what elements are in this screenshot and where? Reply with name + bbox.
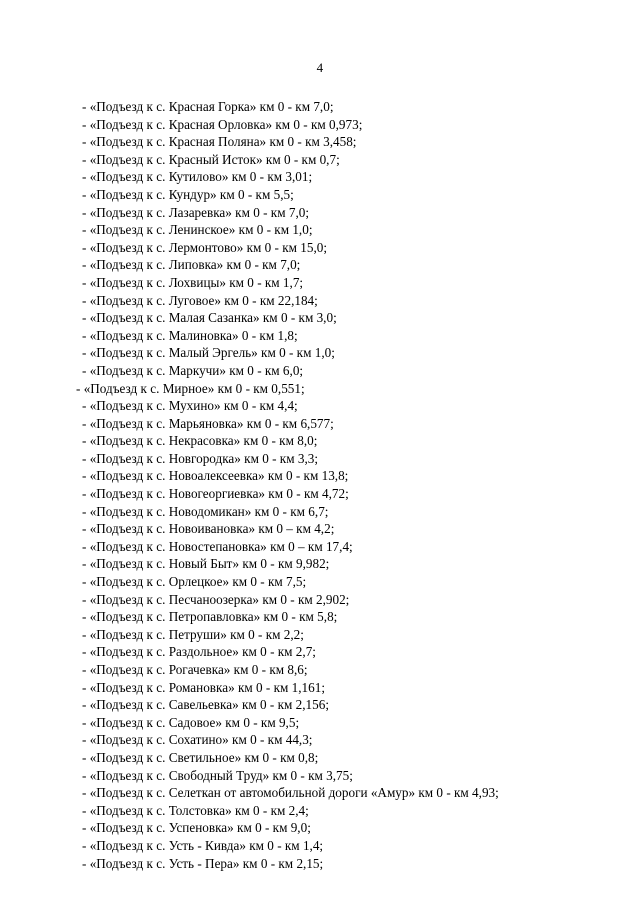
list-item: - «Подъезд к с. Лазаревка» км 0 - км 7,0; xyxy=(82,204,310,220)
list-item: - «Подъезд к с. Маркучи» км 0 - км 6,0; xyxy=(82,362,304,378)
list-item: - «Подъезд к с. Песчаноозерка» км 0 - км 2,902; xyxy=(82,591,350,607)
list-item: - «Подъезд к с. Светильное» км 0 - км 0,8; xyxy=(82,749,319,765)
list-item: - «Подъезд к с. Малая Сазанка» км 0 - км 3,0; xyxy=(82,310,337,326)
list-item: - «Подъезд к с. Савельевка» км 0 - км 2,156; xyxy=(82,697,329,713)
list-item: - «Подъезд к с. Сохатино» км 0 - км 44,3; xyxy=(82,732,313,748)
list-item: - «Подъезд к с. Лохвицы» км 0 - км 1,7; xyxy=(82,274,304,290)
list-item: - «Подъезд к с. Кутилово» км 0 - км 3,01; xyxy=(82,169,313,185)
list-item: - «Подъезд к с. Красная Горка» км 0 - км 7,0; xyxy=(82,99,334,114)
list-item: - «Подъезд к с. Селеткан от автомобильной дороги «Амур» км 0 - км 4,93; xyxy=(82,785,499,801)
list-item: - «Подъезд к с. Новый Быт» км 0 - км 9,982; xyxy=(82,556,330,572)
list-item: - «Подъезд к с. Новоалексеевка» км 0 - км 13,8; xyxy=(82,468,349,484)
list-item: - «Подъезд к с. Новодомикан» км 0 - км 6,7; xyxy=(82,503,329,519)
list-item: - «Подъезд к с. Толстовка» км 0 - км 2,4; xyxy=(82,802,309,818)
page-number: 4 xyxy=(316,60,324,75)
list-item: - «Подъезд к с. Новостепановка» км 0 – км 17,4; xyxy=(82,538,353,554)
list-item: - «Подъезд к с. Романовка» км 0 - км 1,161; xyxy=(82,679,325,695)
list-item: - «Подъезд к с. Садовое» км 0 - км 9,5; xyxy=(82,714,300,730)
list-item: - «Подъезд к с. Свободный Труд» км 0 - км 3,75; xyxy=(82,767,353,783)
list-item: - «Подъезд к с. Некрасовка» км 0 - км 8,0; xyxy=(82,433,318,449)
list-item: - «Подъезд к с. Ленинское» км 0 - км 1,0; xyxy=(82,222,313,238)
road-list xyxy=(40,98,600,872)
list-item: - «Подъезд к с. Орлецкое» км 0 - км 7,5; xyxy=(82,574,307,590)
list-item: - «Подъезд к с. Новоивановка» км 0 – км 4,2; xyxy=(82,521,335,537)
list-item: - «Подъезд к с. Петруши» км 0 - км 2,2; xyxy=(82,626,304,642)
list-item: - «Подъезд к с. Кундур» км 0 - км 5,5; xyxy=(82,186,294,202)
list-item: - «Подъезд к с. Петропавловка» км 0 - км 5,8; xyxy=(82,609,338,625)
list-item: - «Подъезд к с. Рогачевка» км 0 - км 8,6; xyxy=(82,662,308,677)
list-item: - «Подъезд к с. Усть - Кивда» км 0 - км 1,4; xyxy=(82,837,324,853)
list-item: - «Подъезд к с. Успеновка» км 0 - км 9,0; xyxy=(82,820,311,836)
list-item: - «Подъезд к с. Малиновка» 0 - км 1,8; xyxy=(82,327,298,343)
list-item: - «Подъезд к с. Липовка» км 0 - км 7,0; xyxy=(82,257,301,273)
list-item: - «Подъезд к с. Раздольное» км 0 - км 2,7; xyxy=(82,644,316,660)
list-item: - «Подъезд к с. Красный Исток» км 0 - км 0,7; xyxy=(82,151,340,167)
list-item: - «Подъезд к с. Лермонтово» км 0 - км 15,0; xyxy=(82,239,328,255)
list-item: - «Подъезд к с. Малый Эргель» км 0 - км 1,0; xyxy=(82,345,335,361)
list-item: - «Подъезд к с. Мухино» км 0 - км 4,4; xyxy=(82,398,298,414)
list-item: - «Подъезд к с. Красная Поляна» км 0 - км 3,458; xyxy=(82,134,357,150)
list-item: - «Подъезд к с. Усть - Пера» км 0 - км 2,15; xyxy=(82,855,324,871)
list-item: - «Подъезд к с. Новгородка» км 0 - км 3,3; xyxy=(82,450,319,466)
list-item: - «Подъезд к с. Луговое» км 0 - км 22,184; xyxy=(82,292,318,308)
list-item: - «Подъезд к с. Красная Орловка» км 0 - км 0,973; xyxy=(82,116,363,132)
list-item: - «Подъезд к с. Новогеоргиевка» км 0 - км 4,72; xyxy=(82,486,349,502)
list-item: - «Подъезд к с. Мирное» км 0 - км 0,551; xyxy=(76,380,305,396)
list-item: - «Подъезд к с. Марьяновка» км 0 - км 6,577; xyxy=(82,415,334,431)
